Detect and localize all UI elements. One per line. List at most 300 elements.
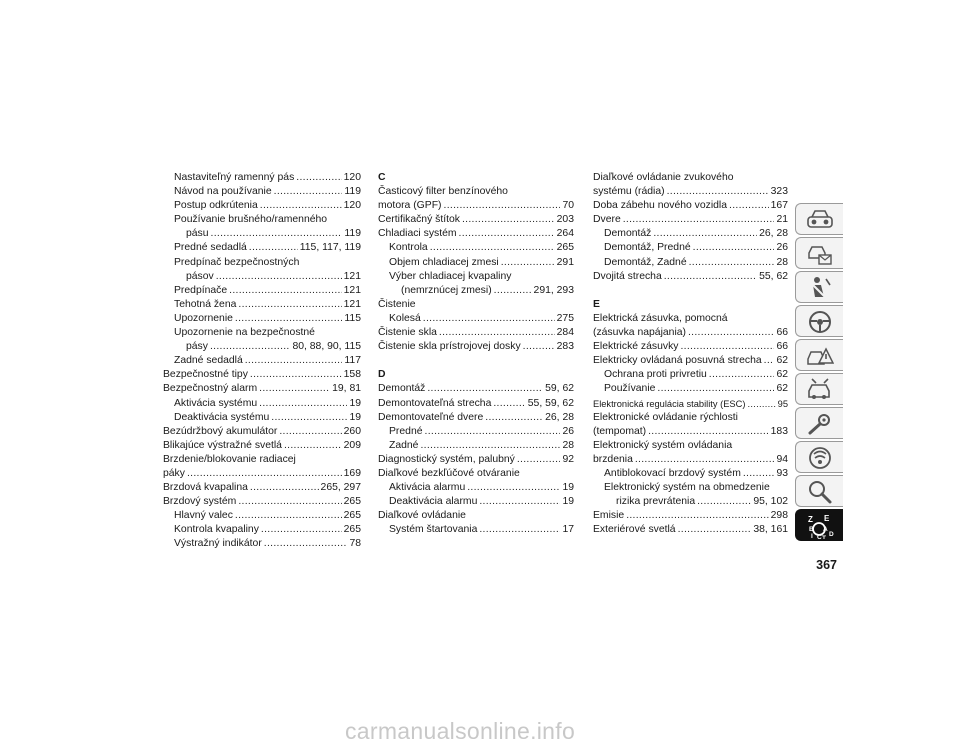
dot-leader [648,425,769,439]
dot-leader [657,382,774,396]
alphabet-index-icon [806,513,834,539]
index-subentry [163,298,361,312]
index-entry [593,397,788,411]
index-entry [593,171,788,185]
dot-leader [729,199,769,213]
index-entry-text: Ochrana proti privretiu [604,369,707,381]
index-entry [593,439,788,453]
index-entry-text: brzdenia [593,453,633,465]
section-gap [378,354,574,368]
index-entry-pages: 55, 59, 62 [527,397,574,409]
index-entry-pages: 117 [344,355,361,367]
index-entry-text: Dvojitá strecha [593,270,662,282]
index-entry [593,213,788,227]
chapter-tab[interactable] [795,407,843,439]
index-entry-pages: 119 [344,228,361,240]
index-subentry [378,425,574,439]
index-entry-text: Kontrola [389,242,428,254]
dot-leader [423,312,555,326]
index-entry-pages: 115, 117, 119 [299,242,361,254]
index-entry [593,354,788,368]
index-entry-text: Postup odkrútenia [174,200,258,212]
dot-leader [235,312,343,326]
index-entry [378,453,574,467]
dot-leader [479,523,560,537]
index-entry-text: Čistenie skla prístrojovej dosky [378,341,521,353]
dot-leader [279,425,341,439]
index-entry-text: Upozornenie [174,312,233,324]
dot-leader [264,537,348,551]
dot-leader [743,467,775,481]
index-subentry [593,382,788,396]
index-column-2 [378,171,574,537]
index-entry [163,382,361,396]
index-entry [163,453,361,467]
dot-leader [250,368,342,382]
index-entry [163,368,361,382]
index-entry-pages: 28 [776,256,788,268]
dot-leader [462,213,555,227]
index-entry [593,425,788,439]
dot-leader [764,354,775,368]
index-entry-text: (nemrznúcej zmesi) [401,284,492,296]
index-subentry [593,481,788,495]
index-entry [163,425,361,439]
steering-wheel-icon [806,309,834,335]
index-entry-pages: 78 [349,538,361,550]
index-entry-pages: 203 [556,214,574,226]
index-entry [378,298,574,312]
dot-leader [623,213,775,227]
index-subentry [378,284,574,298]
index-entry-text: (tempomat) [593,425,647,437]
index-entry [378,199,574,213]
page-number: 367 [816,558,837,572]
index-subentry [163,199,361,213]
index-entry-text: Výber chladiacej kvapaliny [389,270,512,282]
index-entry-text: Elektronický systém ovládania [593,439,733,451]
dot-leader [250,481,319,495]
dot-leader [259,397,347,411]
index-entry [378,213,574,227]
index-entry-text: Elektronický systém na obmedzenie [604,482,770,494]
index-subentry [163,523,361,537]
index-entry-pages: 66 [776,341,788,353]
index-entry-text: Elektronická regulácia stability (ESC) [593,398,746,409]
index-entry [593,185,788,199]
index-entry-pages: 62 [776,369,788,381]
index-entry-text: páky [163,467,185,479]
index-subentry [163,397,361,411]
index-entry [593,312,788,326]
index-entry-text: Bezpečnostný alarm [163,383,258,395]
dot-leader [680,340,774,354]
index-entry-pages: 28 [562,439,574,451]
index-subentry [163,326,361,340]
index-entry-text: rizika prevrátenia [616,496,696,508]
index-entry-pages: 70 [562,200,574,212]
index-entry-text: Objem chladiacej zmesi [389,256,499,268]
index-entry-pages: 209 [343,439,361,451]
index-entry [593,523,788,537]
index-entry [378,509,574,523]
index-entry-text: Diaľkové bezkľúčové otváranie [378,467,520,479]
index-entry-pages: 120 [343,200,361,212]
dot-leader [494,284,532,298]
index-entry [378,467,574,481]
index-entry-text: Dvere [593,214,621,226]
dot-leader [261,523,342,537]
index-subentry [163,227,361,241]
index-entry-text: Používanie brušného/ramenného [174,214,328,226]
index-subentry [593,467,788,481]
index-entry-text: Predpínače [174,284,228,296]
index-entry-pages: 183 [770,425,788,437]
index-entry-pages: 55, 62 [759,270,788,282]
dot-leader [439,326,555,340]
index-entry-text: Hlavný valec [174,510,233,522]
index-entry [163,481,361,495]
index-entry-pages: 19, 81 [332,383,361,395]
index-entry-pages: 62 [776,383,788,395]
index-entry-text: Časticový filter benzínového [378,186,508,198]
dot-leader [444,199,561,213]
index-letter: Z [808,515,813,524]
dot-leader [245,354,343,368]
index-subentry [163,537,361,551]
index-entry [593,509,788,523]
index-entry-pages: 291, 293 [533,284,574,296]
index-entry-pages: 115 [344,312,361,324]
index-entry [593,453,788,467]
dot-leader [678,523,752,537]
index-entry-text: Bezpečnostné tipy [163,369,248,381]
dot-leader [425,425,561,439]
dot-leader [427,382,543,396]
index-entry-text: Demontáž [604,228,652,240]
dot-leader [284,439,342,453]
index-entry-pages: 121 [343,298,361,310]
section-letter-heading: D [378,369,386,381]
index-entry-text: Brzdová kvapalina [163,482,248,494]
index-entry-text: Upozornenie na bezpečnostné [174,327,315,339]
dot-leader [211,227,343,241]
index-entry-pages: 26 [562,425,574,437]
index-letter: D [829,531,834,538]
index-subentry [378,481,574,495]
index-entry-pages: 167 [770,200,788,212]
index-entry-pages: 264 [556,228,574,240]
index-subentry [378,256,574,270]
index-entry-text: pásy [186,341,208,353]
index-entry-text: Chladiaci systém [378,228,457,240]
dot-leader [688,326,774,340]
dot-leader [420,439,560,453]
index-subentry [593,227,788,241]
index-entry-text: Tehotná žena [174,298,237,310]
index-entry-pages: 275 [556,312,574,324]
chapter-tab[interactable] [795,271,843,303]
index-entry-pages: 260 [343,425,361,437]
index-subentry [163,312,361,326]
index-entry-pages: 59, 62 [545,383,574,395]
section-letter-heading: C [378,172,386,183]
seat-belt-person-icon [806,275,834,301]
index-entry-pages: 19 [562,496,574,508]
dot-leader [467,481,560,495]
index-entry-text: Demontovateľné dvere [378,411,484,423]
index-entry-pages: 95, 102 [753,496,788,508]
index-entry-pages: 80, 88, 90, 115 [292,341,361,353]
index-entry-text: Blikajúce výstražné svetlá [163,439,282,451]
index-column-1 [163,171,361,552]
index-column-3 [593,171,788,537]
index-subentry [163,411,361,425]
index-entry-text: Zadné sedadlá [174,355,243,367]
dot-leader [216,270,342,284]
chapter-tab[interactable] [795,441,843,473]
index-entry [378,411,574,425]
index-entry-text: Emisie [593,510,625,522]
chapter-tab[interactable] [795,373,843,405]
dot-leader [238,495,341,509]
index-entry [378,382,574,396]
index-entry-text: Demontáž [378,383,426,395]
index-letter: T [822,535,826,539]
index-entry-pages: 291 [556,256,574,268]
index-subentry [163,256,361,270]
index-entry-text: Brzdový systém [163,496,237,508]
index-entry-text: Aktivácia systému [174,397,258,409]
index-entry-pages: 120 [343,172,361,183]
index-entry-text: (zásuvka napájania) [593,327,686,339]
index-entry-text: Elektricky ovládaná posuvná strecha [593,355,762,367]
index-entry-text: Čistenie skla [378,327,437,339]
index-entry [163,439,361,453]
dot-leader [635,453,775,467]
index-entry-pages: 26 [776,242,788,254]
index-entry-text: Exteriérové svetlá [593,524,676,536]
index-entry-text: Demontovateľná strecha [378,397,492,409]
index-subentry [163,354,361,368]
chapter-tab[interactable] [795,305,843,337]
dot-leader [709,368,775,382]
index-entry-pages: 92 [562,453,574,465]
index-letter: E [824,514,830,523]
index-entry-pages: 265 [343,510,361,522]
index-subentry [593,495,788,509]
index-entry-text: Diaľkové ovládanie [378,510,466,522]
index-entry-pages: 38, 161 [753,524,788,536]
dot-leader [210,340,290,354]
chapter-tab-index[interactable] [795,509,843,541]
wrench-gear-icon [806,411,834,437]
dot-leader [517,453,561,467]
index-entry-pages: 169 [343,467,361,479]
index-subentry [163,509,361,523]
index-entry-pages: 265 [343,496,361,508]
index-entry-text: pásov [186,270,214,282]
section-gap [593,284,788,298]
dot-leader [697,495,751,509]
index-entry-text: Predné sedadlá [174,242,247,254]
dot-leader [259,382,330,396]
radio-display-icon [806,445,834,471]
index-letter: A [823,526,828,533]
dot-leader [664,270,757,284]
dot-leader [249,241,298,255]
index-entry-text: Elektrická zásuvka, pomocná [593,312,728,324]
chapter-tab[interactable] [795,237,843,269]
index-subentry [378,495,574,509]
index-entry-text: Demontáž, Zadné [604,256,687,268]
dot-leader [747,397,775,411]
index-subentry [593,368,788,382]
index-entry-text: Elektronické ovládanie rýchlosti [593,411,738,423]
index-entry-text: Kontrola kvapaliny [174,524,259,536]
index-entry-pages: 323 [770,186,788,198]
chapter-tab[interactable] [795,339,843,371]
index-entry-text: Predpínač bezpečnostných [174,256,300,268]
index-subentry [163,213,361,227]
dot-leader [693,241,775,255]
dot-leader [235,509,342,523]
index-entry [163,467,361,481]
index-subentry [163,171,361,185]
index-entry-pages: 62 [776,355,788,367]
index-subentry [593,241,788,255]
index-entry-text: pásu [186,228,209,240]
index-subentry [163,185,361,199]
car-dashboard-icon [806,207,834,233]
index-entry [593,199,788,213]
dot-leader [493,397,525,411]
index-entry-text: motora (GPF) [378,200,442,212]
index-entry [593,326,788,340]
index-subentry [378,523,574,537]
index-entry-pages: 265, 297 [320,482,361,494]
dot-leader [187,467,342,481]
dot-leader [459,227,555,241]
chapter-tab[interactable] [795,475,843,507]
index-entry-text: Doba zábehu nového vozidla [593,200,728,212]
index-entry-pages: 158 [343,369,361,381]
index-subentry [378,241,574,255]
index-entry-text: Kolesá [389,312,421,324]
dot-leader [626,509,768,523]
index-entry [593,340,788,354]
index-entry-text: Antiblokovací brzdový systém [604,467,741,479]
warning-triangle-car-icon [806,343,834,369]
dot-leader [523,340,555,354]
dot-leader [430,241,555,255]
index-letter: I [811,533,813,539]
dot-leader [260,199,342,213]
index-subentry [163,270,361,284]
dot-leader [296,171,341,185]
index-subentry [163,241,361,255]
index-entry-pages: 93 [776,467,788,479]
index-entry-text: Aktivácia alarmu [389,482,466,494]
index-subentry [163,340,361,354]
index-entry-pages: 21 [776,214,788,226]
index-entry-pages: 94 [776,453,788,465]
index-entry-pages: 265 [556,242,574,254]
index-entry [163,495,361,509]
index-entry-pages: 284 [556,327,574,339]
index-entry [593,270,788,284]
index-entry-pages: 17 [562,524,574,536]
index-entry-text: Bezúdržbový akumulátor [163,425,278,437]
index-entry [378,340,574,354]
index-entry-text: Zadné [389,439,419,451]
index-subentry [378,439,574,453]
index-entry-pages: 26, 28 [545,411,574,423]
car-envelope-icon [806,241,834,267]
index-entry [378,227,574,241]
index-subentry [378,312,574,326]
dot-leader [229,284,342,298]
index-entry-text: Používanie [604,383,656,395]
dot-leader [653,227,757,241]
index-subentry [163,284,361,298]
dot-leader [485,411,543,425]
index-subentry [378,270,574,284]
index-entry-text: systému (rádia) [593,186,665,198]
dot-leader [689,256,775,270]
index-entry-pages: 119 [344,186,361,198]
index-entry-text: Systém štartovania [389,524,478,536]
watermark: carmanualsonline.info [345,718,576,744]
index-entry-text: Čistenie [378,298,416,310]
index-entry [593,411,788,425]
dot-leader [479,495,560,509]
section-letter-heading: E [593,298,600,310]
chapter-tab[interactable] [795,203,843,235]
index-letter: B [809,526,814,533]
index-entry-text: Demontáž, Predné [604,242,691,254]
index-letter: C [817,534,822,539]
index-entry-text: Elektrické zásuvky [593,341,679,353]
index-entry-text: Výstražný indikátor [174,538,262,550]
index-entry-pages: 265 [343,524,361,536]
index-entry-pages: 19 [562,482,574,494]
index-entry-pages: 121 [343,270,361,282]
index-entry-pages: 19 [349,411,361,423]
index-entry-pages: 298 [770,510,788,522]
index-entry-text: Deaktivácia alarmu [389,496,478,508]
index-entry-pages: 95 [777,398,788,409]
index-entry-pages: 283 [556,341,574,353]
dot-leader [238,298,341,312]
index-entry-pages: 19 [349,397,361,409]
index-entry-text: Diaľkové ovládanie zvukového [593,172,734,183]
index-entry-pages: 66 [776,327,788,339]
dot-leader [271,411,347,425]
index-entry [378,397,574,411]
search-magnifier-icon [806,479,834,505]
dot-leader [274,185,343,199]
index-entry-text: Nastaviteľný ramenný pás [174,172,295,183]
index-entry [378,185,574,199]
index-entry-text: Brzdenie/blokovanie radiacej [163,453,296,465]
index-entry-text: Diagnostický systém, palubný [378,453,515,465]
dot-leader [667,185,769,199]
service-car-icon [806,377,834,403]
index-entry [378,326,574,340]
index-entry-text: Certifikačný štítok [378,214,460,226]
dot-leader [501,256,555,270]
